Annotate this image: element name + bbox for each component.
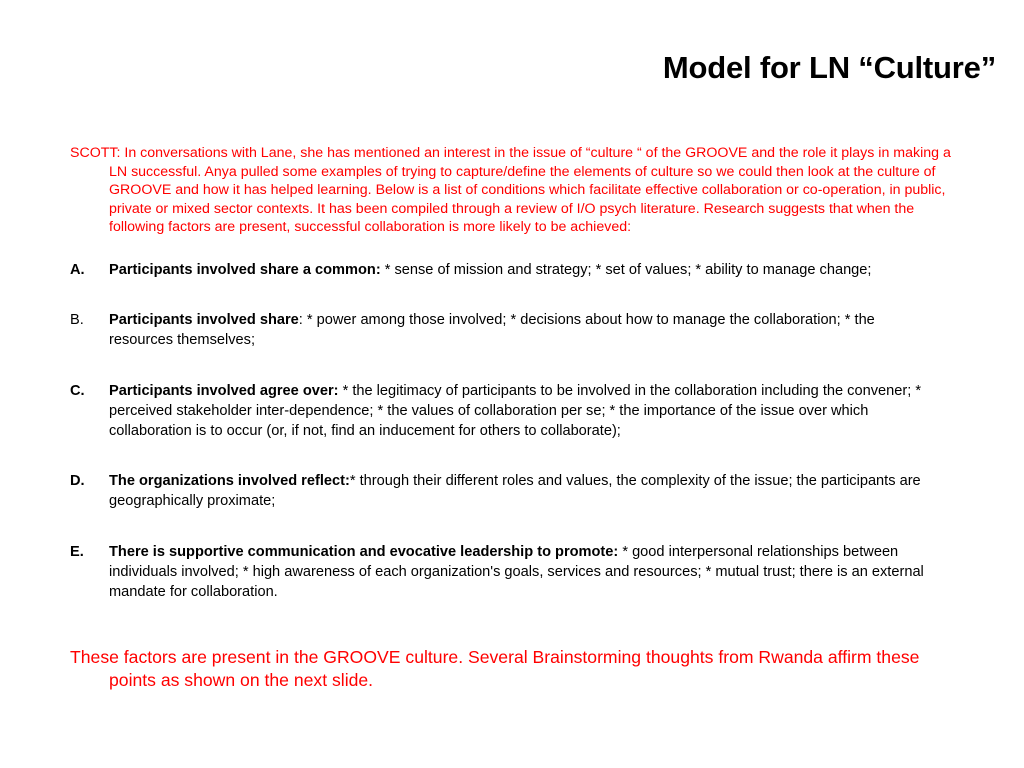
- list-marker: A.: [70, 262, 85, 278]
- list-item-lead: The organizations involved reflect:: [109, 473, 350, 490]
- list-item-lead: Participants involved share a common:: [109, 262, 381, 278]
- closing-paragraph: These factors are present in the GROOVE culture. Several Brainstorming thoughts from Rwanda affirm these points as shown on the next slide.: [70, 647, 920, 690]
- slide-title: Model for LN “Culture”: [662, 50, 996, 85]
- list-item-lead: Participants involved agree over:: [109, 382, 339, 399]
- list-item-e: [70, 542, 930, 603]
- list-marker: C.: [70, 382, 85, 399]
- list-marker: E.: [70, 543, 84, 560]
- list-item-text: * sense of mission and strategy; * set of values; * ability to manage change;: [380, 262, 872, 278]
- list-marker: D.: [70, 473, 85, 490]
- list-item-b: [70, 310, 930, 350]
- list-item-d: [70, 471, 930, 511]
- list-item-text: * good interpersonal relationships between individuals involved; * high awareness of each organization's goals, services and resources; * mutual trust; there is an external mandate for collaboration.: [109, 543, 924, 601]
- conditions-list: [70, 260, 930, 602]
- list-item-a: [70, 260, 930, 280]
- list-item-text: * through their different roles and values, the complexity of the issue; the participants are geographically proximate;: [109, 473, 921, 510]
- list-item-text: * the legitimacy of participants to be involved in the collaboration including the convener; * perceived stakeholder inter-dependence; * the values of collaboration per se; * the importance of the issue over which collaboration is to occur (or, if not, find an inducement for others to collaborate);: [109, 382, 922, 440]
- intro-paragraph: SCOTT: In conversations with Lane, she has mentioned an interest in the issue of “culture “ of the GROOVE and the role it plays in making a LN successful. Anya pulled some examples of trying to capture/define the elements of culture so we could then look at the culture of GROOVE and how it has helped learning. Below is a list of conditions which facilitate effective collaboration or co-operation, in public, private or mixed sector contexts. It has been compiled through a review of I/O psych literature. Research suggests that when the following factors are present, successful collaboration is more likely to be achieved:: [70, 145, 951, 236]
- list-item-lead: There is supportive communication and evocative leadership to promote:: [109, 543, 619, 560]
- list-item-lead: Participants involved share: [109, 312, 299, 329]
- list-marker: B.: [70, 312, 84, 329]
- list-item-text: : * power among those involved; * decisions about how to manage the collaboration; * the resources themselves;: [109, 312, 875, 349]
- list-item-c: [70, 381, 930, 442]
